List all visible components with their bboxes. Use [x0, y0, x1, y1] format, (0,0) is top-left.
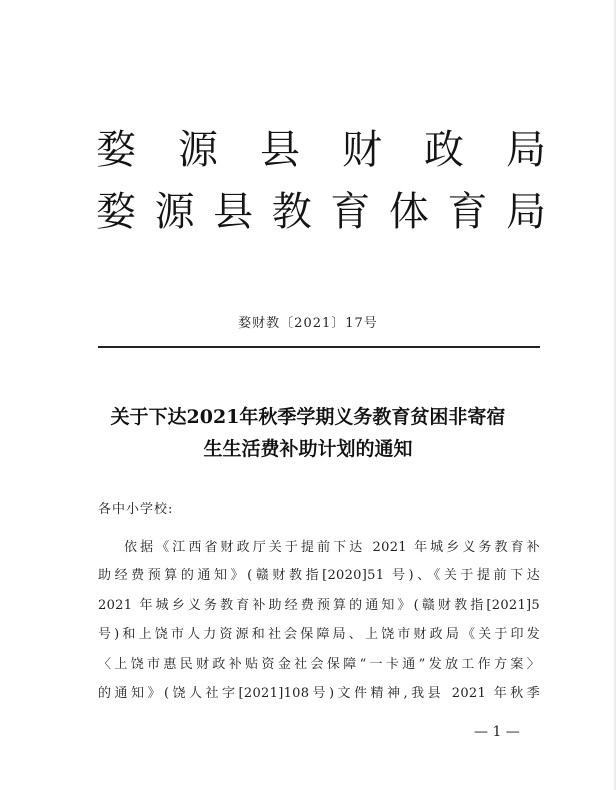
issuer-char: 局 — [505, 189, 546, 235]
issuer-char: 体 — [388, 189, 429, 235]
body-text-line: 依据《江西省财政厅关于提前下达 2021 年城乡义务教育补 — [124, 540, 540, 555]
issuer-char: 源 — [178, 127, 218, 173]
issuer-char: 县 — [260, 127, 300, 173]
issuer-char: 政 — [424, 127, 464, 173]
issuer-char: 婺 — [96, 127, 136, 173]
body-text-line: 号)和上饶市人力资源和社会保障局、上饶市财政局《关于印发 — [98, 627, 540, 642]
issuer-char: 育 — [330, 189, 371, 235]
header-divider — [98, 346, 540, 348]
body-text-line: 的通知》(饶人社字[2021]108号)文件精神,我县 2021 年秋季 — [98, 686, 540, 701]
issuer-char: 教 — [271, 189, 312, 235]
document-title-line-1: 关于下达2021年秋季学期义务教育贫困非寄宿 — [110, 406, 506, 428]
issuer-char: 源 — [154, 189, 195, 235]
body-text-line: 助经费预算的通知》(赣财教指[2020]51 号)、《关于提前下达 — [98, 568, 540, 583]
issuer-char: 婺 — [96, 189, 136, 235]
issuer-line-education-bureau — [96, 188, 546, 236]
issuer-char: 财 — [342, 127, 382, 173]
issuer-char: 局 — [506, 127, 546, 173]
salutation: 各中小学校: — [98, 502, 174, 517]
document-title-line-2: 生生活费补助计划的通知 — [203, 438, 413, 460]
document-number: 婺财教〔2021〕17号 — [238, 316, 378, 331]
body-text-line: 2021 年城乡义务教育补助经费预算的通知》(赣财教指[2021]5 — [98, 598, 540, 613]
issuer-line-finance-bureau — [96, 126, 546, 174]
page-number: — 1 — — [474, 724, 520, 740]
body-text-line: 〈上饶市惠民财政补贴资金社会保障“一卡通”发放工作方案〉 — [98, 657, 540, 672]
issuer-char: 育 — [447, 189, 488, 235]
issuer-char: 县 — [213, 189, 254, 235]
